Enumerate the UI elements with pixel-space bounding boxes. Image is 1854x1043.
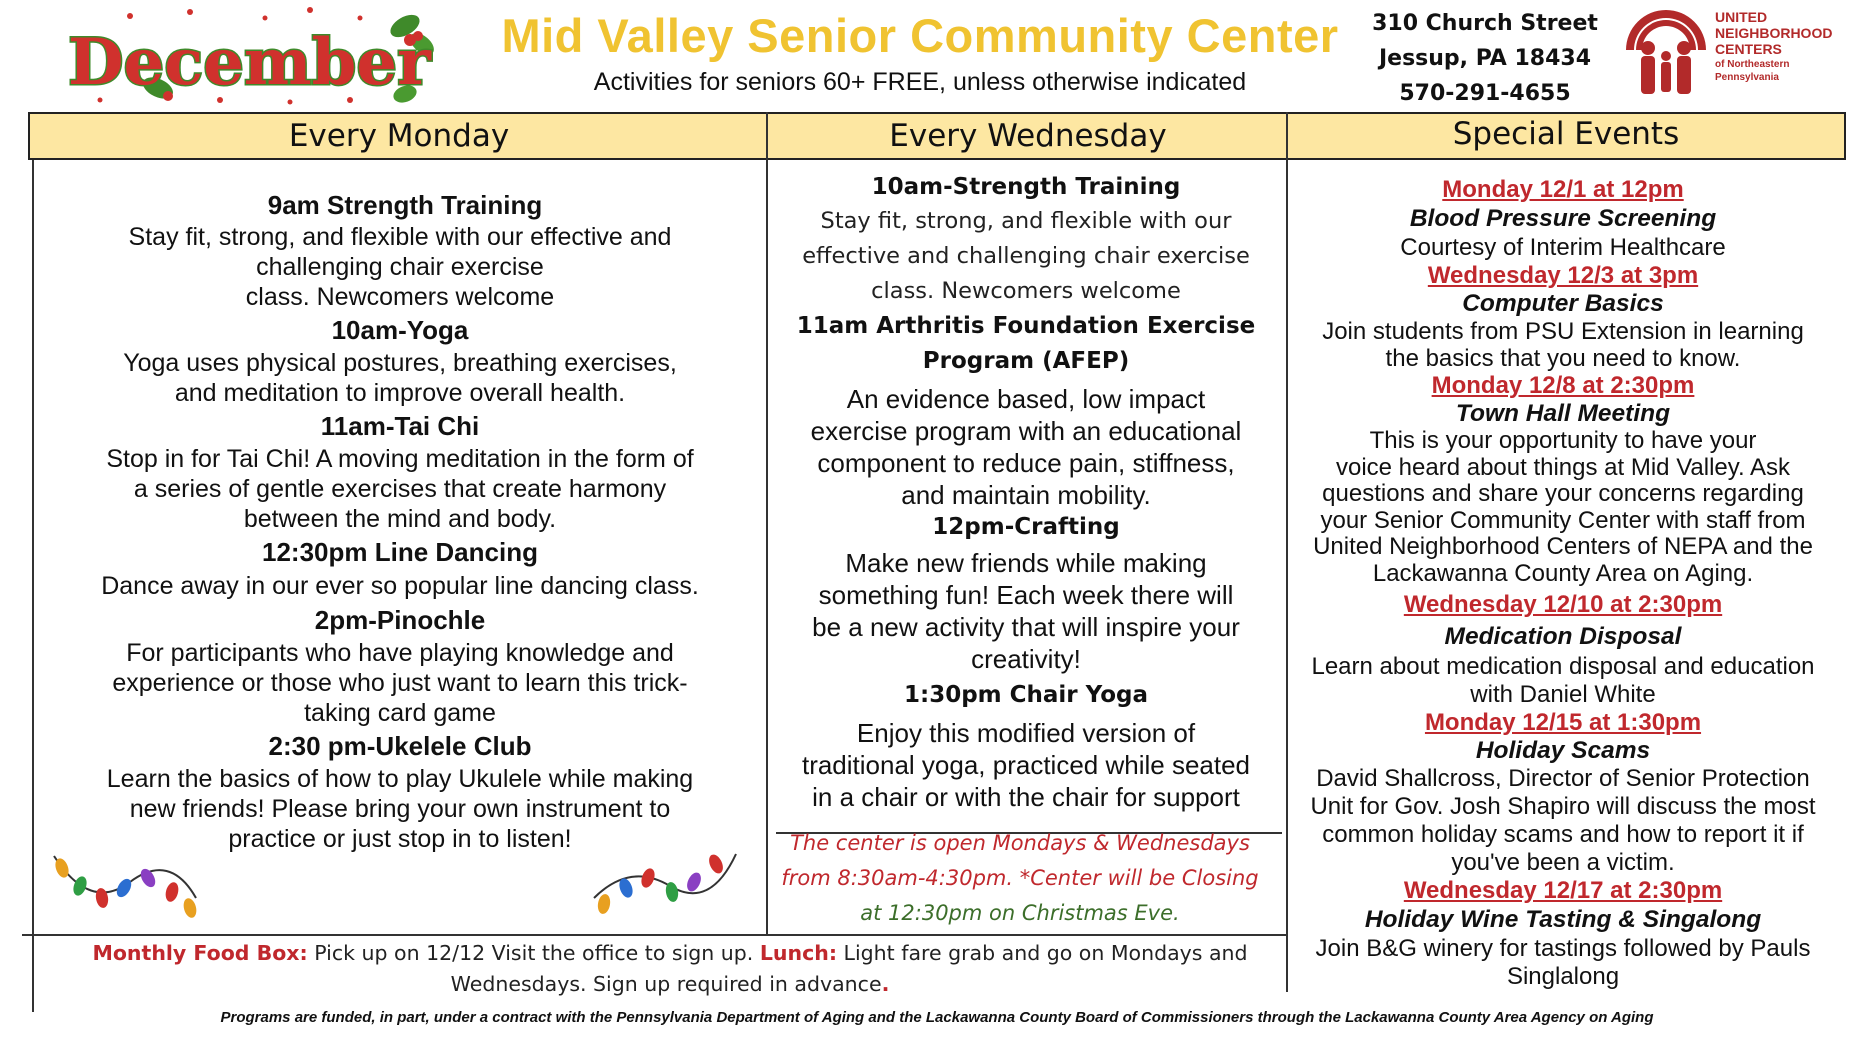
activity-desc: Dance away in our ever so popular line dancing class. [101,572,699,600]
signup-text: Wednesdays. Sign up required in advance [450,972,882,996]
event-date: Wednesday 12/10 at 2:30pm [1403,591,1723,618]
december-logo [60,4,440,110]
event-desc: common holiday scams and how to report it if [1322,821,1804,848]
activity-title: 2pm-Pinochle [314,605,486,635]
hours-note-line: The center is open Mondays & Wednesdays [790,831,1250,855]
event-desc: This is your opportunity to have your [1369,427,1757,454]
unc-people-icon [1626,10,1706,94]
event-desc: with Daniel White [1470,681,1656,708]
center-title: Mid Valley Senior Community Center [501,9,1339,62]
activity-desc: and meditation to improve overall health. [174,379,626,407]
section-divider [22,934,1286,936]
december-logo-text: December [68,25,431,100]
unc-logo-line2: NEIGHBORHOOD [1715,25,1833,41]
activity-desc: traditional yoga, practiced while seated [801,750,1251,780]
activity-title: 10am-Strength Training [871,174,1181,200]
unc-logo-line5: Pennsylvania [1715,72,1779,83]
activity-desc: in a chair or with the chair for support [812,782,1240,812]
wednesday-activities [768,170,1284,813]
event-desc: Join B&G winery for tastings followed by Pauls [1315,935,1811,962]
event-desc: you've been a victim. [1451,849,1675,876]
event-date: Monday 12/8 at 2:30pm [1431,372,1695,399]
activity-desc: Stay fit, strong, and flexible with our [820,208,1232,234]
unc-logo-line1: UNITED [1715,9,1768,25]
food-box-label: Monthly Food Box: [92,941,308,965]
event-desc: voice heard about things at Mid Valley. Ask [1335,453,1791,481]
unc-logo-line4: of Northeastern [1715,59,1790,70]
activity-desc: Make new friends while making [845,548,1207,578]
event-date: Monday 12/1 at 12pm [1442,176,1684,203]
event-desc: your Senior Community Center with staff from [1320,506,1806,534]
column-header-band [28,112,1846,160]
activity-desc: between the mind and body. [243,505,557,533]
activity-desc: practice or just stop in to listen! [228,825,572,853]
monday-activities [40,188,760,854]
special-events [1282,176,1844,991]
event-desc: Unit for Gov. Josh Shapiro will discuss the most [1310,793,1816,820]
signup-period: . [881,972,890,996]
event-date: Wednesday 12/3 at 3pm [1427,262,1699,289]
activity-desc: taking card game [304,699,496,727]
event-title: Computer Basics [1462,290,1664,317]
activity-desc: class. Newcomers welcome [245,283,555,311]
activity-desc: An evidence based, low impact [846,384,1206,414]
activity-desc: and maintain mobility. [901,480,1151,510]
event-date: Monday 12/15 at 1:30pm [1424,709,1702,736]
activity-desc: a series of gentle exercises that create harmony [133,475,667,503]
event-desc: Learn about medication disposal and education [1311,653,1815,680]
event-desc: the basics that you need to know. [1385,345,1741,372]
activity-desc: challenging chair exercise [256,253,544,281]
activity-desc: Learn the basics of how to play Ukulele while making [106,765,694,793]
christmas-lights-icon [590,842,740,922]
activity-title: 11am-Tai Chi [320,411,480,441]
activity-desc: be a new activity that will inspire your [812,612,1240,642]
food-lunch-line [40,969,1300,1000]
activity-desc: Stay fit, strong, and flexible with our effective and [128,223,672,251]
christmas-lights-icon [50,842,200,922]
unc-logo [1622,4,1852,102]
event-desc: Courtesy of Interim Healthcare [1400,234,1726,261]
event-desc: United Neighborhood Centers of NEPA and the [1313,533,1813,560]
event-title: Medication Disposal [1444,623,1682,650]
contact-block [1360,6,1610,111]
funding-statement: Programs are funded, in part, under a contract with the Pennsylvania Department of Aging and the Lackawanna County Board of Commissioners through the Lackawanna County Area Agency on Aging [220,1009,1654,1026]
food-box-text: Pick up on 12/12 Visit the office to sign up. [307,941,760,965]
activity-desc: new friends! Please bring your own instrument to [129,795,671,823]
activity-title: 10am-Yoga [331,315,469,345]
column-header-special: Special Events [1452,116,1680,152]
activity-desc: Enjoy this modified version of [856,718,1196,748]
activity-desc: experience or those who just want to learn this trick- [112,669,688,697]
event-desc: Singlalong [1506,963,1620,990]
activity-title: 2:30 pm-Ukelele Club [268,731,532,761]
activity-desc: effective and challenging chair exercise [802,243,1250,269]
activity-desc: creativity! [971,644,1081,674]
activity-desc: For participants who have playing knowledge and [126,639,674,667]
center-subtitle: Activities for seniors 60+ FREE, unless otherwise indicated [593,68,1247,96]
column-divider [32,160,34,1012]
address-street: 310 Church Street [1372,11,1598,36]
hours-note-line: from 8:30am-4:30pm. *Center will be Closing [781,866,1259,890]
food-lunch-note [40,938,1300,1000]
event-title: Town Hall Meeting [1455,400,1671,427]
activity-desc: Yoga uses physical postures, breathing exercises, [123,349,677,377]
event-desc: Lackawanna County Area on Aging. [1372,559,1754,587]
activity-title: 11am Arthritis Foundation Exercise [796,313,1256,339]
activity-desc: component to reduce pain, stiffness, [817,448,1235,478]
column-header-monday: Every Monday [288,118,510,154]
activity-title: 12pm-Crafting [932,514,1120,540]
activity-title: Program (AFEP) [922,348,1130,374]
event-desc: questions and share your concerns regarding [1322,480,1804,507]
hours-note-line: at 12:30pm on Christmas Eve. [860,901,1180,925]
activity-desc: exercise program with an educational [810,416,1242,446]
activity-desc: Stop in for Tai Chi! A moving meditation in the form of [106,445,694,473]
activity-desc: class. Newcomers welcome [871,278,1181,304]
event-title: Blood Pressure Screening [1409,205,1717,232]
activity-title: 12:30pm Line Dancing [262,537,538,567]
event-date: Wednesday 12/17 at 2:30pm [1403,877,1723,904]
activity-title: 9am Strength Training [267,190,543,220]
event-title: Holiday Scams [1475,737,1651,764]
food-lunch-line [40,938,1300,969]
event-desc: David Shallcross, Director of Senior Protection [1316,765,1810,792]
event-desc: Join students from PSU Extension in learning [1322,318,1804,345]
phone-number[interactable]: 570-291-4655 [1399,81,1571,106]
activity-title: 1:30pm Chair Yoga [904,682,1148,708]
column-header-wednesday: Every Wednesday [889,118,1167,154]
unc-logo-line3: CENTERS [1715,41,1782,57]
event-title: Holiday Wine Tasting & Singalong [1364,906,1762,933]
address-city: Jessup, PA 18434 [1378,46,1592,71]
lunch-text: Light fare grab and go on Mondays and [837,941,1248,965]
activity-desc: something fun! Each week there will [818,580,1234,610]
lunch-label: Lunch: [759,941,838,965]
hours-note [760,826,1280,931]
